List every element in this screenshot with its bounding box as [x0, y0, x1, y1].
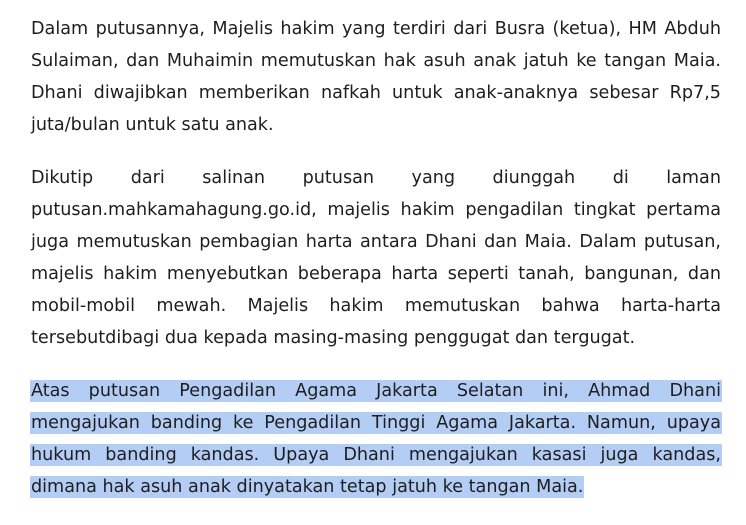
paragraph-asset-division-intro: Dikutip dari salinan putusan yang diunggah di laman: [31, 168, 721, 188]
paragraph-verdict-text: Dalam putusannya, Majelis hakim yang terdiri dari Busra (ketua), HM Abduh Sulaiman, dan Muhaimin memutuskan hak asuh anak jatuh ke tangan Maia. Dhani diwajibkan memberikan nafkah untuk anak-anaknya sebesar Rp7,5 juta/bulan untuk satu anak.: [31, 19, 721, 135]
paragraph-verdict: [31, 13, 721, 141]
selected-text-highlight[interactable]: Atas putusan Pengadilan Agama Jakarta Selatan ini, Ahmad Dhani mengajukan banding ke Pengadilan Tinggi Agama Jakarta. Namun, upaya hukum banding kandas. Upaya Dhani mengajukan kasasi juga kandas, dimana hak asuh anak dinyatakan tetap jatuh ke tangan Maia.: [31, 381, 721, 497]
mahkamah-agung-link[interactable]: putusan.mahkamahagung.go.id: [31, 200, 312, 220]
paragraph-asset-division-text: , majelis hakim pengadilan tingkat pertama juga memutuskan pembagian harta antara Dhani dan Maia. Dalam putusan, majelis hakim menyebutkan beberapa harta seperti tanah, bangunan, dan mobil-mobil mewah. Majelis hakim memutuskan bahwa harta-harta tersebutdibagi dua kepada masing-masing penggugat dan tergugat.: [31, 200, 721, 348]
paragraph-appeal: [31, 375, 721, 503]
paragraph-asset-division: [31, 162, 721, 354]
article-body: [31, 13, 721, 524]
